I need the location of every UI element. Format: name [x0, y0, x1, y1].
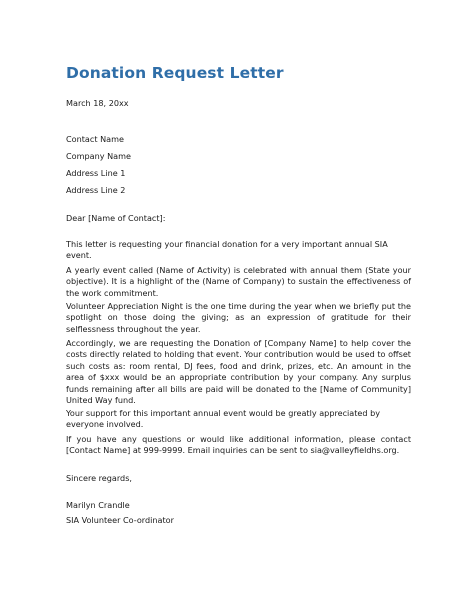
letter-date: March 18, 20xx	[66, 98, 129, 108]
paragraph-contact-info: If you have any questions or would like additional information, please contact [Contact Name] at 999-9999. Email inquiries can be sent to sia@valleyfieldhs.org.	[66, 434, 411, 456]
paragraph-request: This letter is requesting your financial donation for a very important annual SIA event.	[66, 239, 388, 261]
recipient-address-line-2: Address Line 2	[66, 185, 126, 195]
signature-title: SIA Volunteer Co-ordinator	[66, 515, 174, 525]
salutation: Dear [Name of Contact]:	[66, 213, 166, 223]
paragraph-support: Your support for this important annual event would be greatly appreciated by everyone involved.	[66, 408, 381, 430]
paragraph-event: A yearly event called (Name of Activity) is celebrated with annual them (State your objective). It is a highlight of the (Name of Company) to sustain the effectiveness of the work commitment.	[66, 265, 411, 298]
recipient-contact-name: Contact Name	[66, 134, 124, 144]
paragraph-appreciation-night: Volunteer Appreciation Night is the one time during the year when we briefly put the spotlight on those doing the giving; as an expression of gratitude for their selflessness throughout the year.	[66, 301, 411, 334]
recipient-company-name: Company Name	[66, 151, 131, 161]
letter-title: Donation Request Letter	[66, 64, 284, 82]
paragraph-donation-details: Accordingly, we are requesting the Donation of [Company Name] to help cover the costs directly related to holding that event. Your contribution would be used to offset such costs as: room rental, DJ fees, food and drink, prizes, etc. An amount in the area of $xxx would be an appropriate contribution by your company. Any surplus funds remaining after all bills are paid will be donated to the [Name of Community] United Way fund.	[66, 338, 411, 406]
recipient-address-line-1: Address Line 1	[66, 168, 126, 178]
closing: Sincere regards,	[66, 473, 132, 483]
signature-name: Marilyn Crandle	[66, 500, 130, 510]
